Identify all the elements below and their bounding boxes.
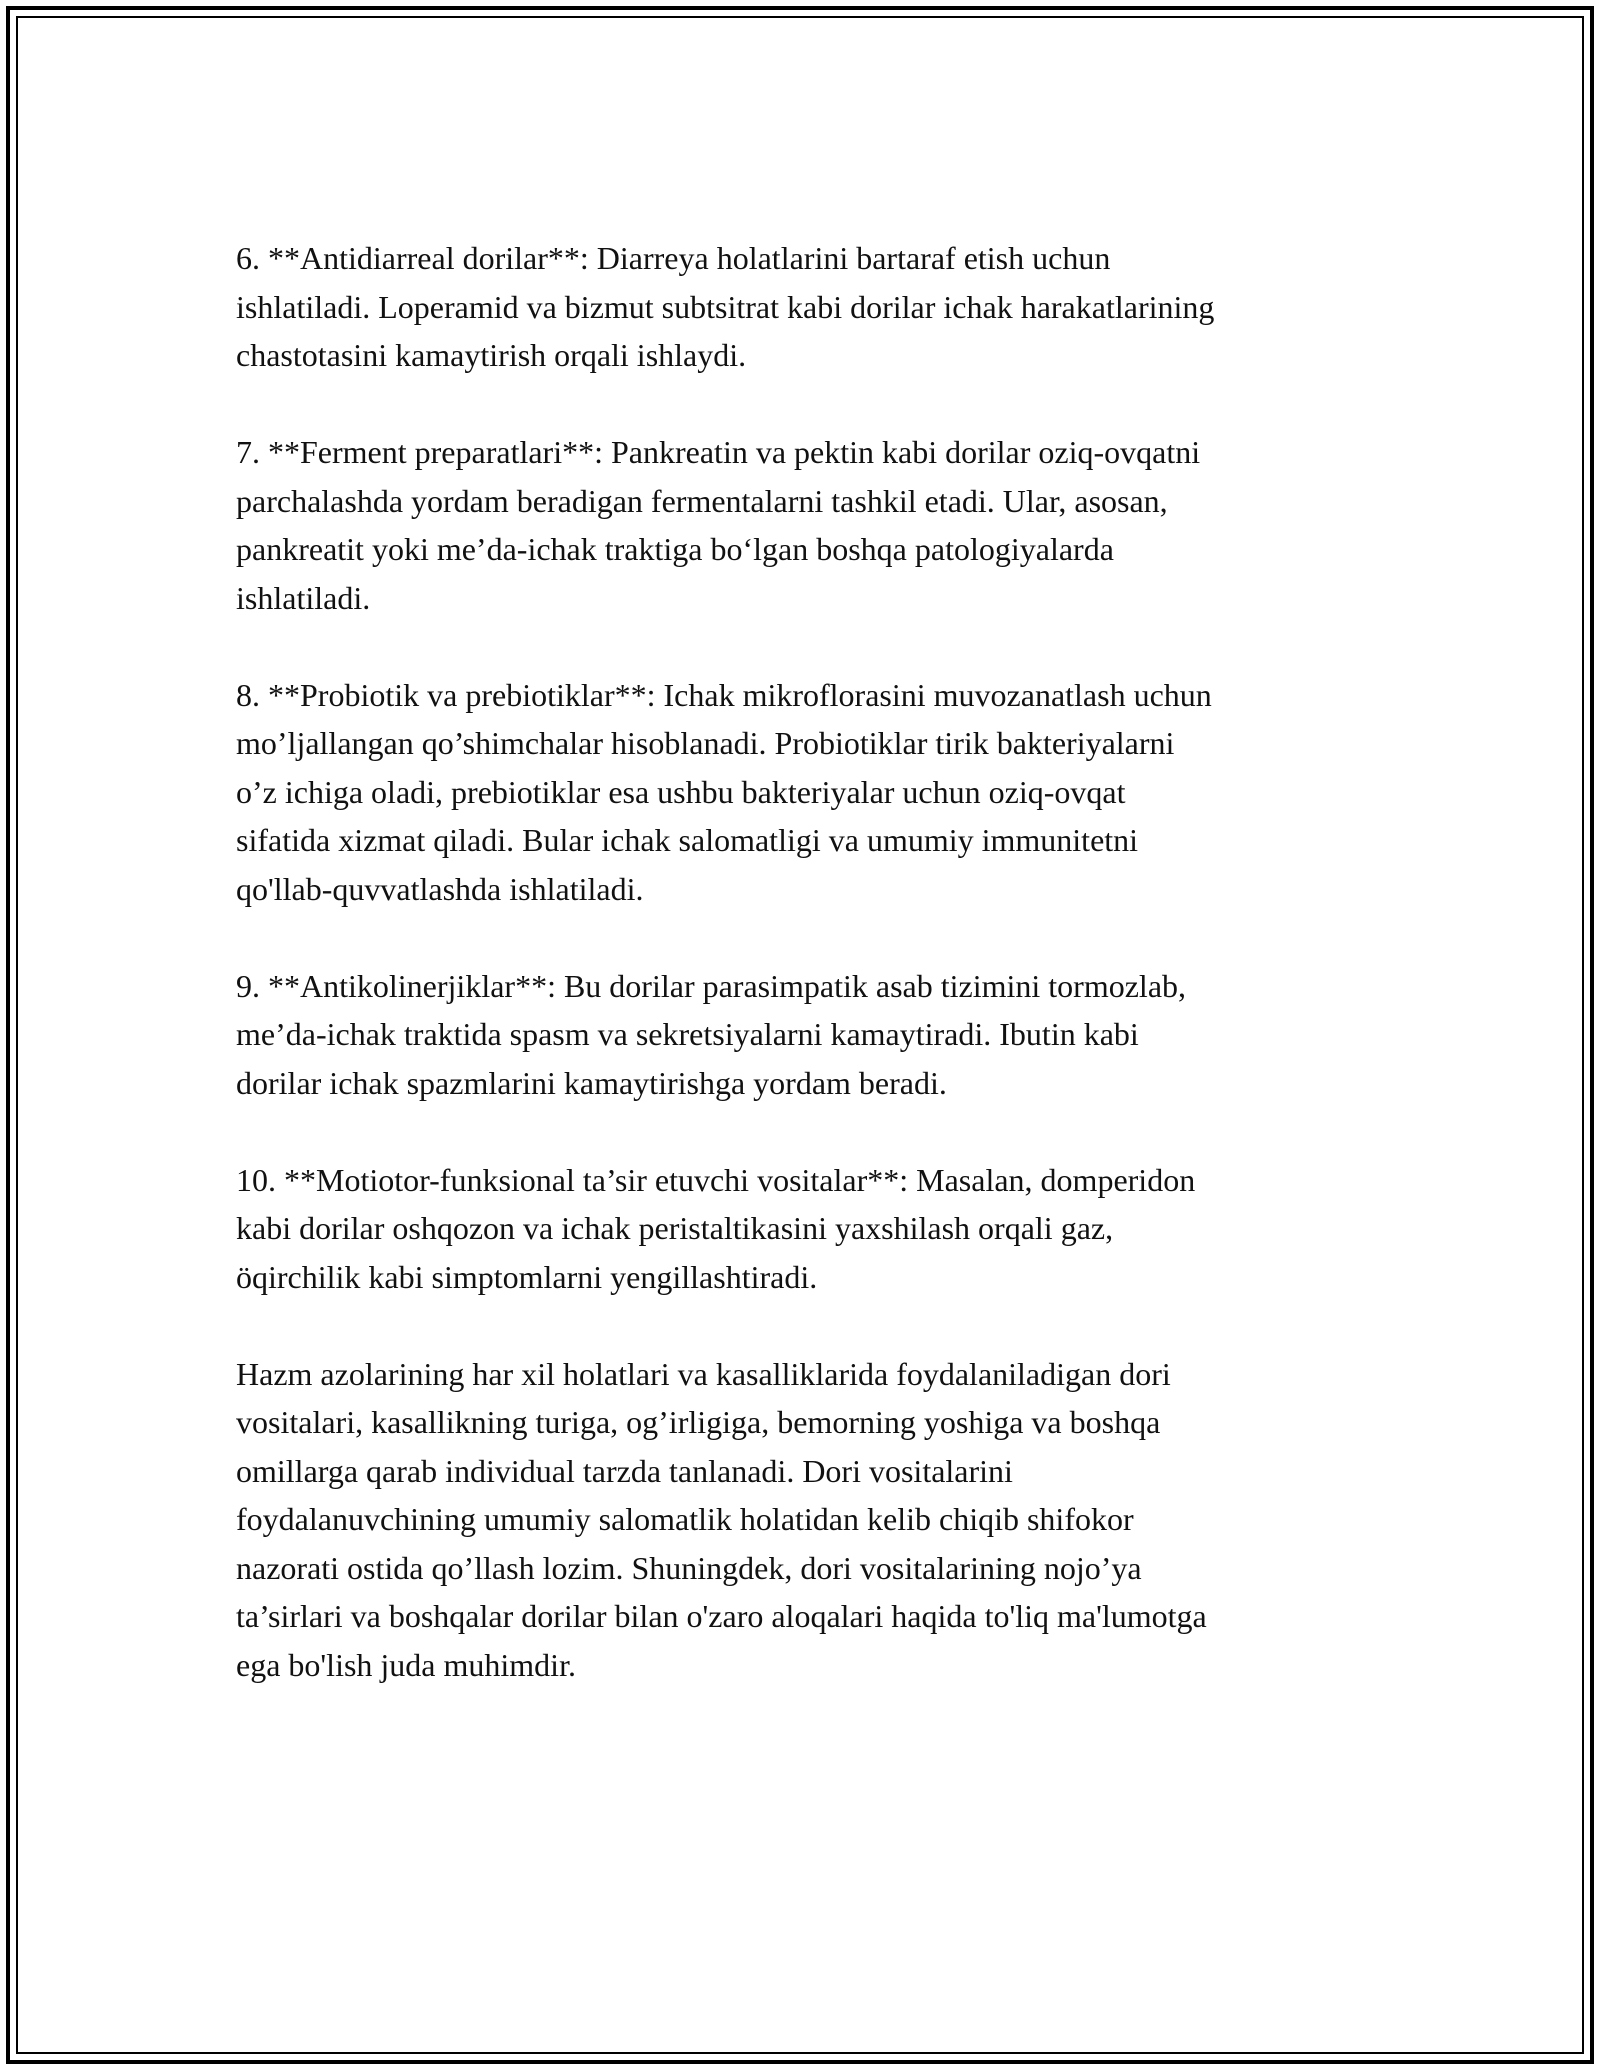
paragraph-ferment	[236, 428, 1376, 622]
text-line: sifatida xizmat qiladi. Bular ichak salomatligi va umumiy immunitetni	[236, 822, 1139, 858]
text-line: parchalashda yordam beradigan fermentalarni tashkil etadi. Ular, asosan,	[236, 482, 1168, 519]
text-line: ega bo'lish juda muhimdir.	[236, 1646, 576, 1683]
paragraph-conclusion	[236, 1350, 1376, 1690]
paragraph-motiotor	[236, 1156, 1376, 1302]
text-line: kabi dorilar oshqozon va ichak peristaltikasini yaxshilash orqali gaz,	[236, 1210, 1114, 1246]
paragraph-probiotik	[236, 671, 1376, 914]
document-body	[236, 234, 1376, 1738]
text-line: öqirchilik kabi simptomlarni yengillashtiradi.	[236, 1258, 818, 1295]
text-line: 9. **Antikolinerjiklar**: Bu dorilar parasimpatik asab tizimini tormozlab,	[236, 967, 1187, 1004]
text-line: qo'llab-quvvatlashda ishlatiladi.	[236, 870, 644, 907]
text-line: 6. **Antidiarreal dorilar**: Diarreya holatlarini bartaraf etish uchun	[236, 240, 1111, 276]
text-line: foydalanuvchining umumiy salomatlik holatidan kelib chiqib shifokor	[236, 1501, 1134, 1537]
paragraph-antidiarreal	[236, 234, 1376, 380]
text-line: o’z ichiga oladi, prebiotiklar esa ushbu bakteriyalar uchun oziq-ovqat	[236, 773, 1126, 810]
text-line: dorilar ichak spazmlarini kamaytirishga yordam beradi.	[236, 1064, 947, 1101]
text-line: omillarga qarab individual tarzda tanlanadi. Dori vositalarini	[236, 1452, 1013, 1489]
text-line: ta’sirlari va boshqalar dorilar bilan o'zaro aloqalari haqida to'liq ma'lumotga	[236, 1598, 1207, 1634]
text-line: ishlatiladi.	[236, 579, 371, 616]
text-line: 7. **Ferment preparatlari**: Pankreatin va pektin kabi dorilar oziq-ovqatni	[236, 434, 1201, 470]
text-line: me’da-ichak traktida spasm va sekretsiyalarni kamaytiradi. Ibutin kabi	[236, 1016, 1139, 1052]
text-line: mo’ljallangan qo’shimchalar hisoblanadi. Probiotiklar tirik bakteriyalarni	[236, 725, 1175, 761]
text-line: pankreatit yoki me’da-ichak traktiga bo‘lgan boshqa patologiyalarda	[236, 531, 1114, 567]
text-line: Hazm azolarining har xil holatlari va kasalliklarida foydalaniladigan dori	[236, 1355, 1171, 1392]
text-line: ishlatiladi. Loperamid va bizmut subtsitrat kabi dorilar ichak harakatlarining	[236, 288, 1215, 325]
text-line: vositalari, kasallikning turiga, og’irligiga, bemorning yoshiga va boshqa	[236, 1404, 1161, 1440]
text-line: nazorati ostida qo’llash lozim. Shuningdek, dori vositalarining nojo’ya	[236, 1549, 1142, 1586]
paragraph-antikolinerjik	[236, 962, 1376, 1108]
text-line: 10. **Motiotor-funksional ta’sir etuvchi vositalar**: Masalan, domperidon	[236, 1161, 1196, 1198]
text-line: chastotasini kamaytirish orqali ishlaydi.	[236, 337, 747, 373]
text-line: 8. **Probiotik va prebiotiklar**: Ichak mikroflorasini muvozanatlash uchun	[236, 676, 1212, 713]
